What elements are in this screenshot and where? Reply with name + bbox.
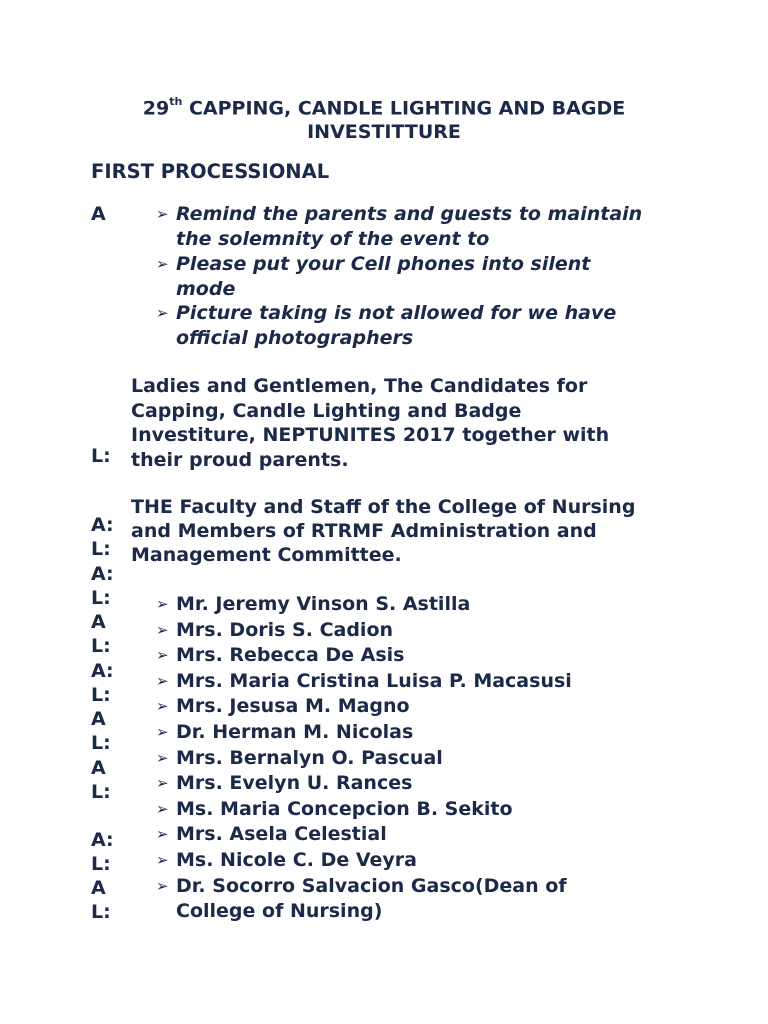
bullet-arrow-icon: ➢ [156,205,169,223]
reminder-line: Picture taking is not allowed for we have [176,302,617,324]
speaker-marker: L: [91,538,111,560]
reminder-line: Please put your Cell phones into silent [176,253,591,275]
bullet-arrow-icon: ➢ [156,774,169,793]
speaker-marker: L: [91,635,111,657]
faculty-line: THE Faculty and Staff of the College of Nursing [131,496,636,518]
speaker-marker-reminders: A [91,203,106,225]
bullet-arrow-icon: ➢ [156,876,169,895]
speaker-marker: L: [91,684,111,706]
name-list-item: Mrs. Evelyn U. Rances [176,772,413,795]
speaker-marker: A [91,708,106,730]
announcement-line: Ladies and Gentlemen, The Candidates for [131,375,588,397]
reminder-line: Remind the parents and guests to maintain [176,203,643,225]
speaker-marker: L: [91,587,111,609]
bullet-arrow-icon: ➢ [156,304,169,322]
speaker-marker: L: [91,853,111,875]
speaker-marker: A [91,611,106,633]
bullet-arrow-icon: ➢ [156,851,169,869]
speaker-marker: L: [91,781,111,803]
title-suffix: th [169,95,183,108]
name-list-item: Mrs. Jesusa M. Magno [176,695,410,718]
speaker-marker: L: [91,732,111,754]
announcement-line: Capping, Candle Lighting and Badge [131,399,522,422]
title-text: CAPPING, CANDLE LIGHTING AND BAGDE [182,97,626,120]
name-list-item: Dr. Socorro Salvacion Gasco(Dean of [176,874,567,897]
bullet-arrow-icon: ➢ [156,255,169,273]
name-list-item: Mrs. Bernalyn O. Pascual [176,746,443,769]
speaker-marker: A [91,877,106,899]
speaker-marker: A: [91,514,114,536]
name-list-item: Mr. Jeremy Vinson S. Astilla [176,593,471,615]
speaker-marker-announcement: L: [91,445,111,467]
bullet-arrow-icon: ➢ [156,646,169,665]
name-list-item: Mrs. Asela Celestial [176,823,387,846]
bullet-arrow-icon: ➢ [156,825,169,844]
bullet-arrow-icon: ➢ [156,620,169,639]
bullet-arrow-icon: ➢ [156,697,169,716]
name-list-item: Mrs. Maria Cristina Luisa P. Macasusi [176,669,572,692]
bullet-arrow-icon: ➢ [156,799,169,818]
section-heading: FIRST PROCESSIONAL [91,160,330,183]
speaker-marker: A [91,757,106,779]
announcement-line: their proud parents. [131,448,349,471]
name-list-item: Ms. Maria Concepcion B. Sekito [176,797,513,820]
faculty-line: Management Committee. [131,544,402,566]
faculty-line: and Members of RTRMF Administration and [131,520,597,542]
bullet-arrow-icon: ➢ [156,748,169,767]
bullet-arrow-icon: ➢ [156,595,169,613]
bullet-arrow-icon: ➢ [156,723,169,741]
speaker-marker: A: [91,829,114,851]
speaker-marker: L: [91,901,111,923]
reminder-line: mode [176,278,236,300]
page-title-line-2: INVESTITTURE [307,121,461,143]
reminder-line: the solemnity of the event to [176,228,490,250]
speaker-marker: A: [91,660,114,682]
speaker-marker: A: [91,563,114,585]
name-list-item: Ms. Nicole C. De Veyra [176,849,417,871]
bullet-arrow-icon: ➢ [156,671,169,690]
name-list-item: Mrs. Rebecca De Asis [176,644,405,667]
reminder-line: official photographers [176,327,414,349]
name-list-item: Mrs. Doris S. Cadion [176,618,394,641]
name-list-item: College of Nursing) [176,900,383,923]
name-list-item: Dr. Herman M. Nicolas [176,721,414,743]
announcement-line: Investiture, NEPTUNITES 2017 together with [131,424,610,446]
title-number: 29 [142,97,170,120]
